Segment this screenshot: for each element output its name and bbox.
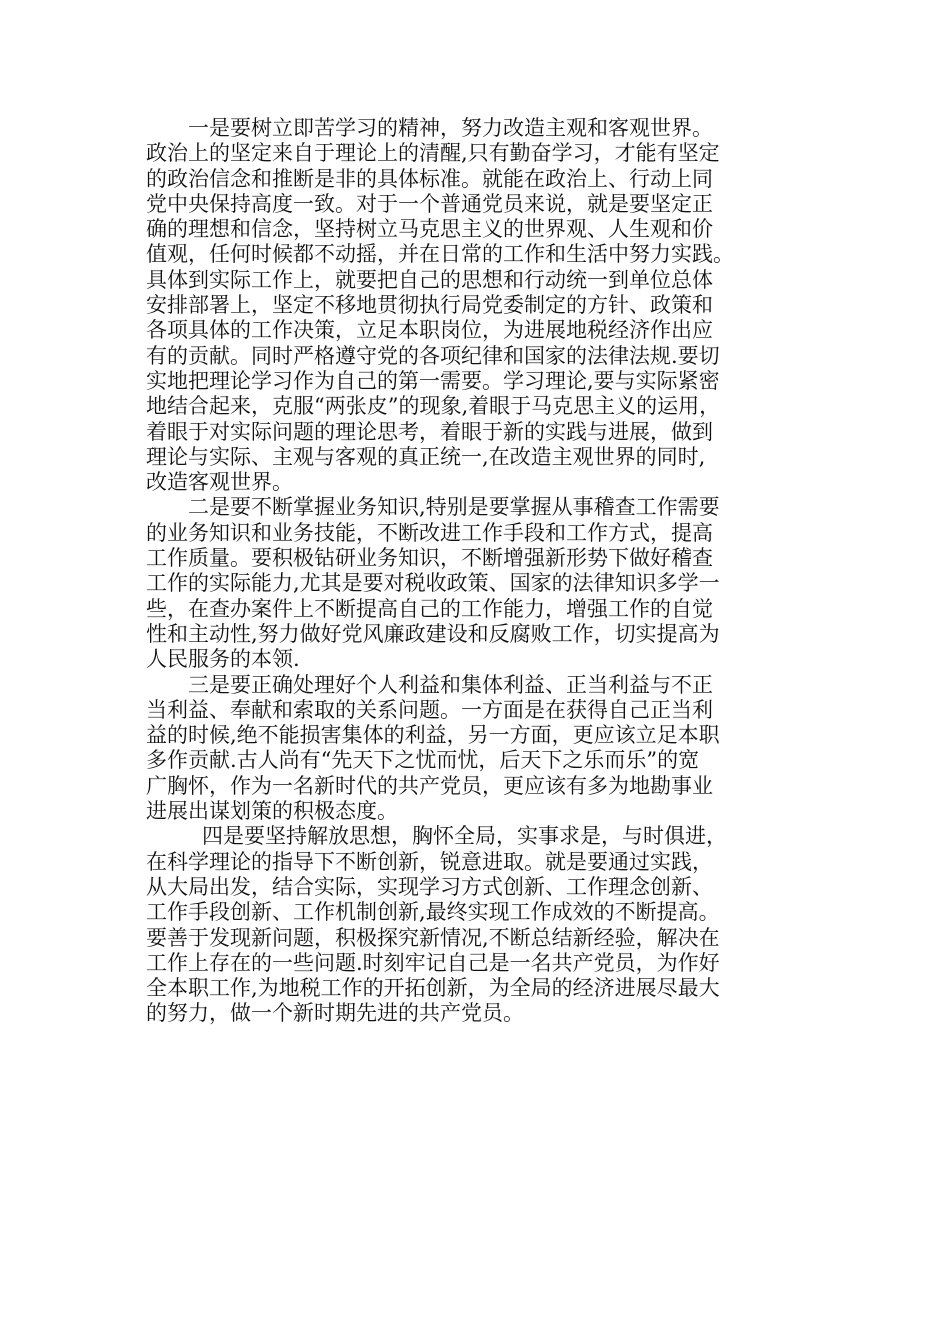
paragraph-line: 三是要正确处理好个人利益和集体利益、正当利益与不正: [188, 672, 713, 697]
paragraph-line: 全本职工作,为地税工作的开拓创新，为全局的经济进展尽最大: [146, 976, 720, 1001]
paragraph-line: 益的时候,绝不能损害集体的利益，另一方面，更应该立足本职: [146, 723, 720, 748]
paragraph-line: 的努力，做一个新时期先进的共产党员。: [146, 1001, 524, 1026]
paragraph-line: 党中央保持高度一致。对于一个普通党员来说，就是要坚定正: [146, 191, 713, 216]
paragraph-3: [146, 673, 826, 825]
paragraph-line: 改造客观世界。: [146, 470, 293, 495]
paragraph-line: 工作的实际能力,尤其是要对税收政策、国家的法律知识多学一: [146, 571, 720, 596]
paragraph-line: 工作手段创新、工作机制创新,最终实现工作成效的不断提高。: [146, 900, 720, 925]
paragraph-line: 进展出谋划策的积极态度。: [146, 799, 398, 824]
paragraph-2: [146, 495, 826, 672]
paragraph-4: [146, 824, 826, 1026]
paragraph-1: [146, 116, 826, 495]
paragraph-line: 具体到实际工作上，就要把自己的思想和行动统一到单位总体: [146, 267, 713, 292]
paragraph-line: 安排部署上，坚定不移地贯彻执行局党委制定的方针、政策和: [146, 293, 713, 318]
paragraph-line: 的政治信念和推断是非的具体标准。就能在政治上、行动上同: [146, 166, 713, 191]
paragraph-line: 地结合起来，克服“两张皮”的现象,着眼于马克思主义的运用，: [146, 394, 721, 419]
paragraph-line: 四是要坚持解放思想，胸怀全局，实事求是，与时俱进，: [202, 824, 727, 849]
paragraph-line: 的业务知识和业务技能，不断改进工作手段和工作方式，提高: [146, 520, 713, 545]
document-page: [146, 116, 826, 1027]
paragraph-line: 当利益、奉献和索取的关系问题。一方面是在获得自己正当利: [146, 697, 713, 722]
paragraph-line: 着眼于对实际问题的理论思考，着眼于新的实践与进展，做到: [146, 419, 713, 444]
paragraph-line: 性和主动性,努力做好党风廉政建设和反腐败工作，切实提高为: [146, 621, 720, 646]
paragraph-line: 政治上的坚定来自于理论上的清醒,只有勤奋学习，才能有坚定: [146, 141, 720, 166]
paragraph-line: 些，在查办案件上不断提高自己的工作能力，增强工作的自觉: [146, 596, 713, 621]
paragraph-line: 工作质量。要积极钻研业务知识，不断增强新形势下做好稽查: [146, 546, 713, 571]
paragraph-line: 各项具体的工作决策，立足本职岗位，为进展地税经济作出应: [146, 318, 713, 343]
paragraph-line: 从大局出发，结合实际，实现学习方式创新、工作理念创新、: [146, 874, 713, 899]
paragraph-line: 工作上存在的一些问题.时刻牢记自己是一名共产党员，为作好: [146, 950, 720, 975]
paragraph-line: 人民服务的本领.: [146, 647, 300, 672]
paragraph-line: 理论与实际、主观与客观的真正统一,在改造主观世界的同时,: [146, 444, 706, 469]
paragraph-line: 要善于发现新问题，积极探究新情况,不断总结新经验，解决在: [146, 925, 720, 950]
paragraph-line: 有的贡献。同时严格遵守党的各项纪律和国家的法律法规.要切: [146, 343, 720, 368]
paragraph-line: 确的理想和信念，坚持树立马克思主义的世界观、人生观和价: [146, 217, 713, 242]
paragraph-line: 实地把理论学习作为自己的第一需要。学习理论,要与实际紧密: [146, 368, 720, 393]
paragraph-line: 二是要不断掌握业务知识,特别是要掌握从事稽查工作需要: [188, 495, 720, 520]
paragraph-line: 在科学理论的指导下不断创新，锐意进取。就是要通过实践，: [146, 849, 713, 874]
paragraph-line: 一是要树立即苦学习的精神，努力改造主观和客观世界。: [188, 116, 713, 140]
paragraph-line: 值观，任何时候都不动摇，并在日常的工作和生活中努力实践。: [146, 242, 734, 267]
paragraph-line: 多作贡献.古人尚有“先天下之忧而忧，后天下之乐而乐”的宽: [146, 748, 700, 773]
paragraph-line: 广胸怀，作为一名新时代的共产党员，更应该有多为地勘事业: [146, 773, 713, 798]
